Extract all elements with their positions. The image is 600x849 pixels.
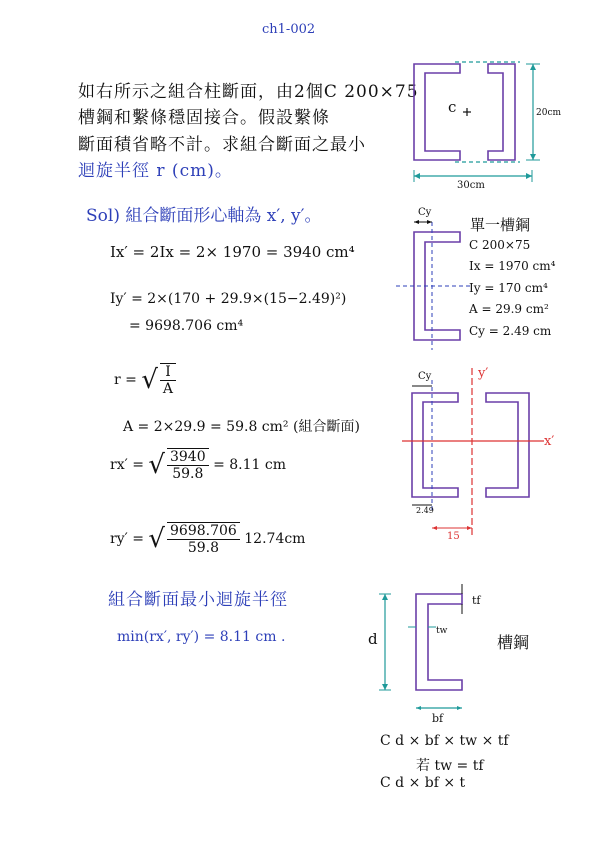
problem-line-1: 如右所示之組合柱斷面，由2個C 200×75	[78, 82, 419, 102]
eq-ix: Ix′ = 2Ix = 2× 1970 = 3940 cm⁴	[110, 243, 355, 261]
fig4-d-label: d	[368, 630, 378, 648]
problem-line-2: 槽鋼和繫條穩固接合。假設繫條	[78, 108, 330, 128]
page-id: ch1-002	[262, 22, 316, 37]
eq-ry: ry′ = √ $\frac{9698.706}{59.8}$ 12.74cm	[110, 523, 306, 556]
fig2-prop-1: Ix = 1970 cm⁴	[469, 259, 556, 273]
fig1-centroid-label: c	[448, 98, 457, 116]
eq-r-den: A	[162, 381, 174, 397]
channel-dims	[416, 594, 462, 690]
eq-ry-den: 59.8	[187, 540, 219, 556]
fig3-dim-15: 15	[447, 531, 460, 542]
fig4-tw-label: tw	[436, 626, 448, 636]
fig3-dim-small: 2.49	[416, 506, 434, 515]
solution-heading: Sol) 組合斷面形心軸為 x′, y′。	[86, 206, 322, 226]
eq-rx-num: 3940	[167, 449, 209, 466]
fig2-prop-2: Iy = 170 cm⁴	[469, 281, 548, 295]
fig2-cy-label: Cy	[418, 207, 432, 218]
fig3-x-axis-label: x′	[544, 434, 555, 449]
eq-rx: rx′ = √ $\frac{3940}{59.8}$ = 8.11 cm	[110, 449, 286, 482]
fig2-prop-0: C 200×75	[469, 238, 531, 252]
conclusion-line-2: min(rx′, ry′) = 8.11 cm .	[117, 629, 286, 645]
eq-rx-lhs: rx′ =	[110, 457, 144, 473]
eq-iy-2: = 9698.706 cm⁴	[129, 318, 244, 334]
fig1-width-label: 30cm	[457, 180, 485, 191]
fig3-y-axis-label: y′	[478, 366, 489, 381]
eq-rx-den: 59.8	[172, 466, 204, 482]
fig1-height-label: 20cm	[536, 108, 562, 118]
eq-ry-lhs: ry′ =	[110, 531, 144, 547]
fig4-bf-label: bf	[432, 712, 444, 725]
eq-r: r = √ $\frac{I}{A}$	[114, 363, 176, 397]
eq-ry-result: 12.74cm	[244, 531, 306, 547]
fig4-title: 槽鋼	[497, 633, 530, 652]
fig4-note-2: 若 tw = tf	[416, 758, 484, 774]
eq-r-num: I	[160, 364, 176, 381]
eq-r-lhs: r =	[114, 372, 137, 388]
eq-a: A = 2×29.9 = 59.8 cm² (組合斷面)	[123, 419, 360, 435]
fig2-title: 單一槽鋼	[470, 216, 531, 234]
eq-ry-num: 9698.706	[167, 523, 240, 540]
conclusion-line-1: 組合斷面最小迴旋半徑	[108, 590, 288, 610]
fig4-note-1: C d × bf × tw × tf	[380, 733, 509, 749]
fig4-tf-label: tf	[472, 594, 481, 607]
eq-rx-result: = 8.11 cm	[213, 457, 286, 473]
fig2-prop-3: A = 29.9 cm²	[469, 302, 549, 316]
fig4-note-3: C d × bf × t	[380, 775, 466, 791]
fig2-prop-4: Cy = 2.49 cm	[469, 324, 552, 338]
problem-line-4: 迴旋半徑 r (cm)。	[78, 161, 233, 181]
fig3-cy-label: Cy	[418, 371, 432, 382]
eq-iy-1: Iy′ = 2×(170 + 29.9×(15−2.49)²)	[110, 291, 347, 307]
problem-line-3: 斷面積省略不計。求組合斷面之最小	[78, 135, 366, 155]
